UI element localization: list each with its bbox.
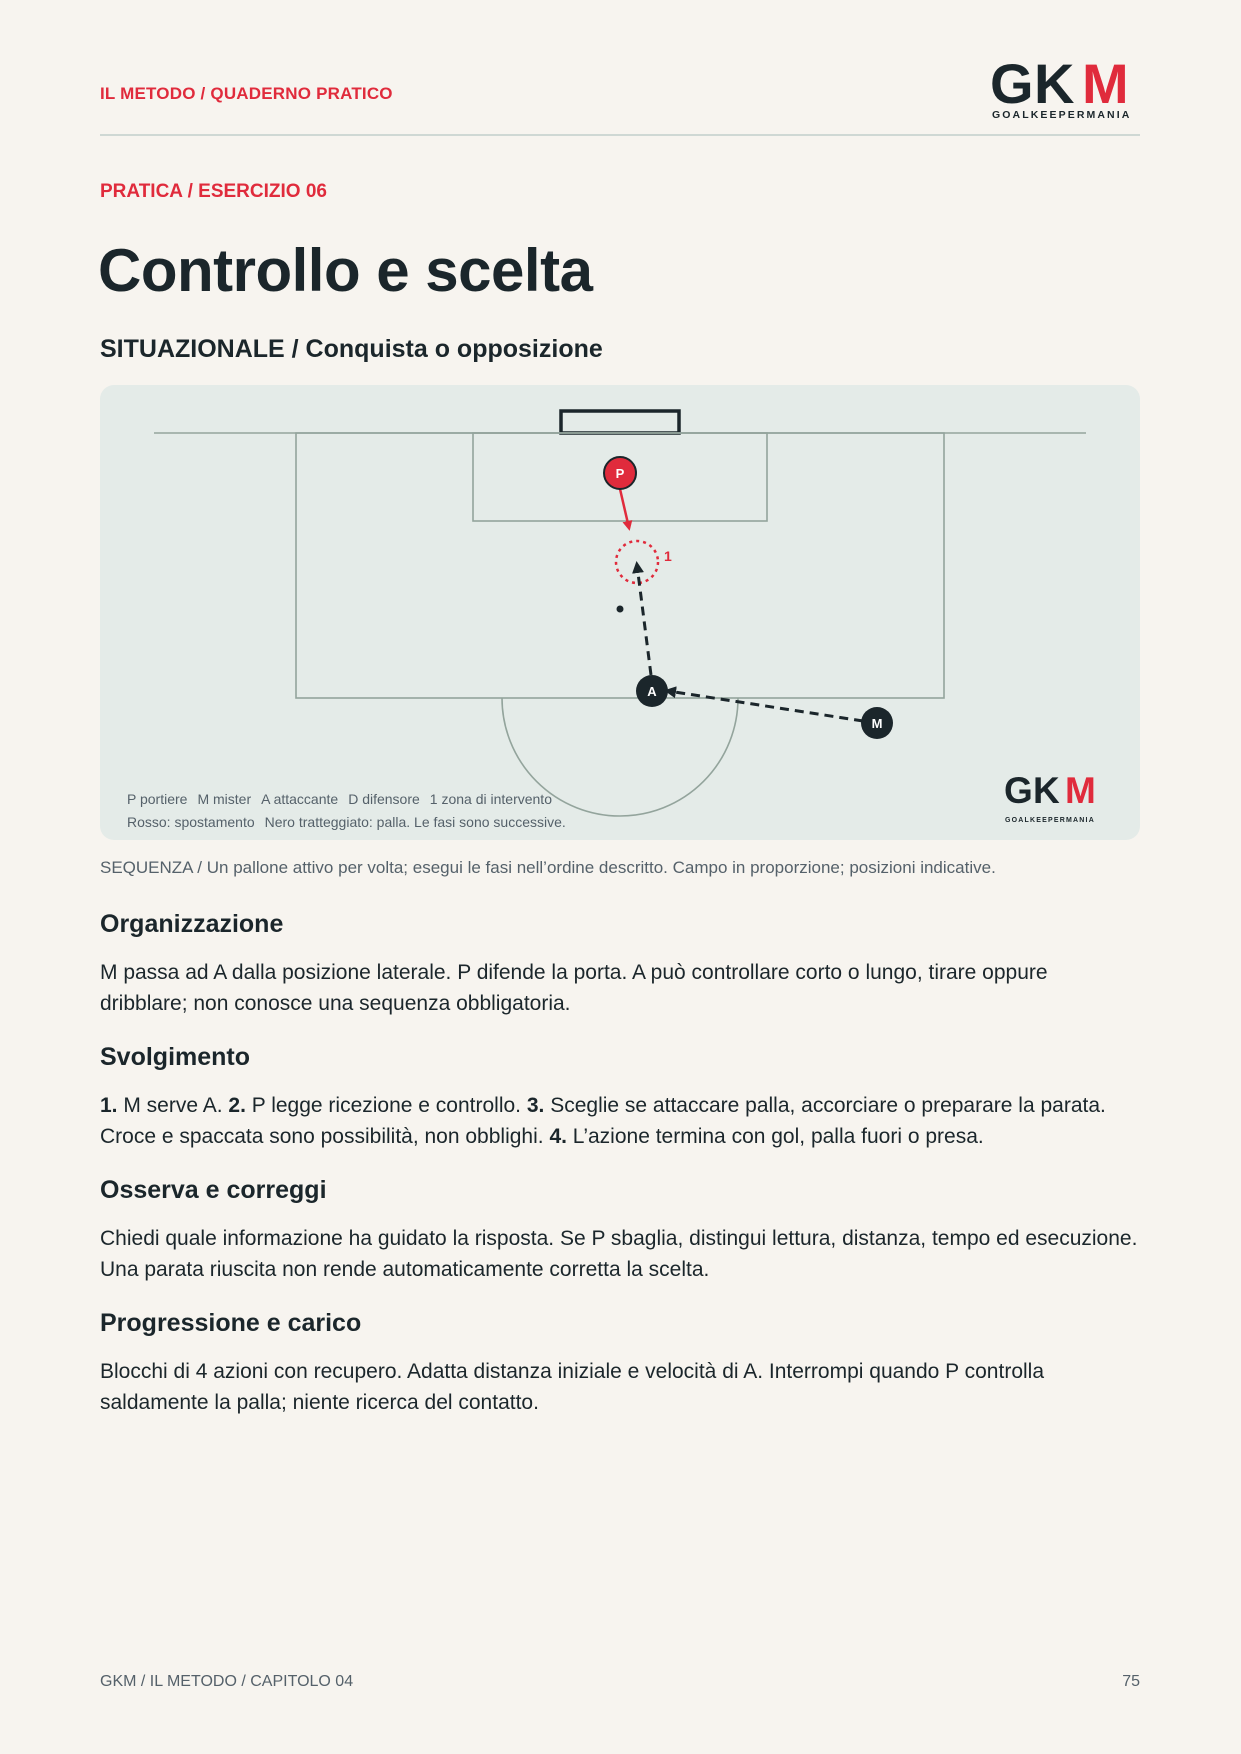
svg-text:K: K — [1033, 770, 1060, 811]
step-number: 2. — [228, 1094, 246, 1117]
diagram-gkm-logo — [1004, 770, 1096, 824]
section-body-progressione: Blocchi di 4 azioni con recupero. Adatta distanza iniziale e velocità di A. Interrompi quando P controlla saldamente la palla; niente ricerca del contatto. — [100, 1360, 1045, 1414]
player-coach-label: M — [871, 716, 883, 731]
player-coach — [861, 707, 893, 739]
section-body-organizzazione: M passa ad A dalla posizione laterale. P difende la porta. A può controllare corto o lungo, tirare oppure dribblare; non conosce una sequenza obbligatoria. — [100, 961, 1048, 1015]
diagram-legend-line-2 — [127, 814, 576, 830]
ball-path-a-shot — [637, 565, 651, 675]
running-header: IL METODO / QUADERNO PRATICO — [100, 84, 393, 103]
player-attacker — [636, 675, 668, 707]
goal — [561, 411, 679, 433]
pitch-diagram — [100, 385, 1140, 840]
step-number: 3. — [526, 1094, 545, 1117]
player-attacker-label: A — [647, 684, 657, 699]
svg-text:G: G — [1004, 770, 1033, 811]
section-body-svolgimento — [100, 1090, 1140, 1152]
svg-text:M: M — [1065, 770, 1096, 811]
legend-item: 1 zona di intervento — [429, 791, 552, 807]
goalkeeper-movement-arrow — [620, 489, 629, 528]
section-heading-svolgimento: Svolgimento — [100, 1043, 251, 1071]
step-text: Sceglie se attaccare palla, accorciare o preparare la parata. Croce e spaccata sono possibilità, non obblighi. — [100, 1094, 1106, 1148]
ball-path-m-to-a — [668, 691, 863, 721]
section-body-osserva: Chiedi quale informazione ha guidato la risposta. Se P sbaglia, distingui lettura, distanza, tempo ed esecuzione. Una parata riuscita non rende automaticamente corretta la scelta. — [100, 1227, 1138, 1281]
pitch-diagram-panel — [100, 385, 1140, 840]
diagram-legend-line-1 — [127, 791, 562, 807]
diagram-caption: SEQUENZA / Un pallone attivo per volta; esegui le fasi nell’ordine descritto. Campo in proporzione; posizioni indicative. — [100, 858, 996, 877]
exercise-label: PRATICA / ESERCIZIO 06 — [100, 181, 327, 202]
step-text: P legge ricezione e controllo. — [245, 1094, 527, 1117]
step-text: L’azione termina con gol, palla fuori o presa. — [566, 1125, 984, 1148]
section-heading-progressione: Progressione e carico — [100, 1309, 362, 1337]
penalty-spot — [617, 606, 624, 613]
logo-letter-g: G — [990, 58, 1034, 115]
step-text: M serve A. — [117, 1094, 229, 1117]
legend-item: D difensore — [348, 791, 420, 807]
page-number: 75 — [1122, 1673, 1140, 1690]
legend-item: Nero tratteggiato: palla. Le fasi sono successive. — [264, 814, 566, 830]
intervention-zone — [616, 541, 658, 583]
legend-item: A attaccante — [261, 791, 339, 807]
logo-wordmark: GOALKEEPERMANIA — [992, 109, 1132, 120]
gkm-logo — [990, 58, 1142, 120]
logo-letter-m: M — [1082, 58, 1129, 115]
logo-letter-k: K — [1034, 58, 1075, 115]
zone-marker-label: 1 — [664, 548, 672, 564]
step-number: 4. — [549, 1125, 567, 1148]
legend-item: M mister — [197, 791, 252, 807]
exercise-subtitle: SITUAZIONALE / Conquista o opposizione — [100, 335, 603, 363]
section-heading-organizzazione: Organizzazione — [100, 910, 284, 938]
player-goalkeeper — [604, 457, 636, 489]
step-number: 1. — [100, 1094, 118, 1117]
player-goalkeeper-label: P — [615, 466, 625, 481]
legend-item: P portiere — [127, 791, 188, 807]
header-divider — [100, 134, 1140, 136]
svg-text:GOALKEEPERMANIA: GOALKEEPERMANIA — [1005, 817, 1095, 824]
section-heading-osserva: Osserva e correggi — [100, 1176, 327, 1204]
page-title: Controllo e scelta — [98, 237, 593, 304]
legend-item: Rosso: spostamento — [127, 814, 255, 830]
running-footer: GKM / IL METODO / CAPITOLO 04 — [100, 1673, 354, 1690]
